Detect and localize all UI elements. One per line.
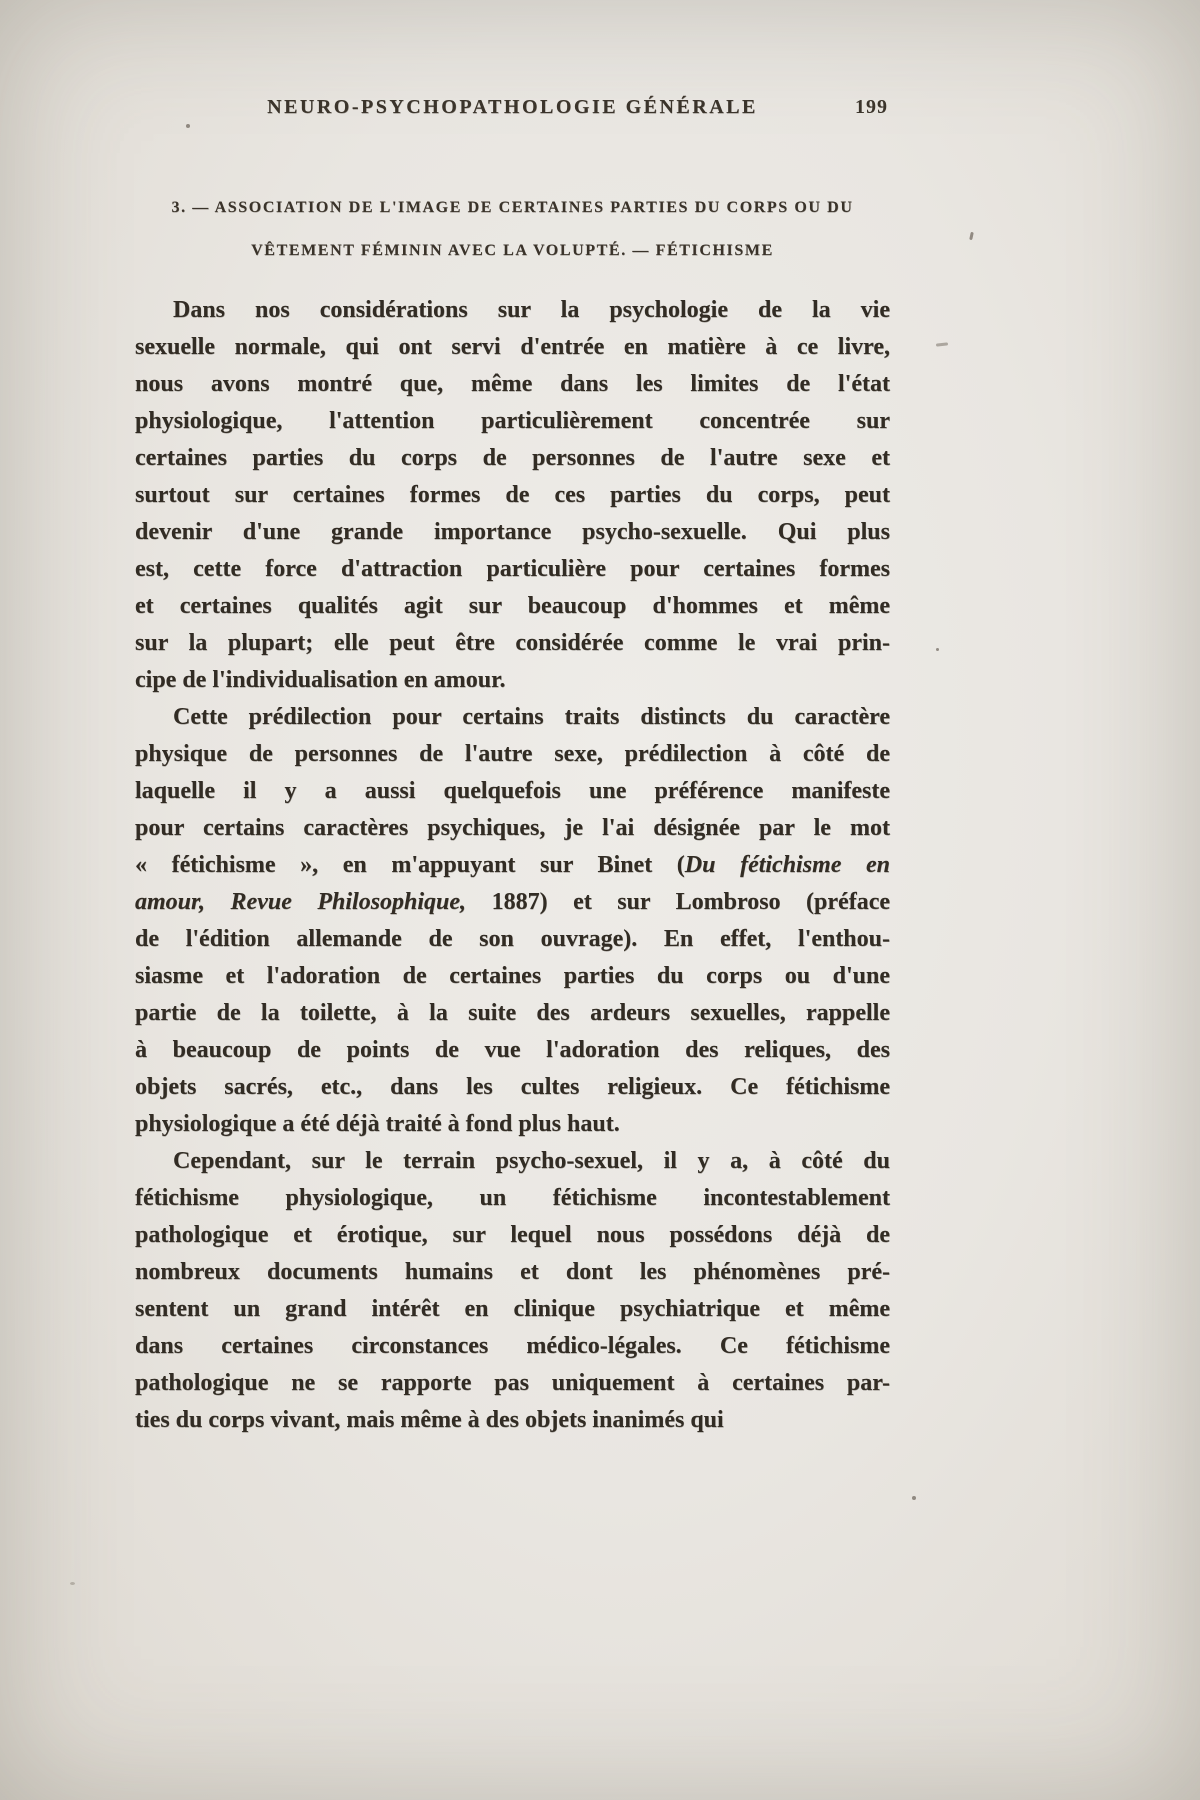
text-segment: Dans nos considérations sur la psychologie de la vie bbox=[173, 297, 890, 323]
text-segment: dans certaines circonstances médico-légales. Ce fétichisme bbox=[135, 1333, 890, 1359]
text-segment: pathologique ne se rapporte pas uniquement à certaines par- bbox=[135, 1370, 890, 1396]
text-line bbox=[135, 662, 890, 699]
text-segment: siasme et l'adoration de certaines parties du corps ou d'une bbox=[135, 963, 890, 989]
text-segment: 1887) et sur Lombroso (préface bbox=[466, 889, 890, 915]
text-segment: pour certains caractères psychiques, je l'ai désignée par le mot bbox=[135, 815, 890, 841]
text-segment: nous avons montré que, même dans les limites de l'état bbox=[135, 371, 890, 397]
section-heading-line-1: 3. — ASSOCIATION DE L'IMAGE DE CERTAINES PARTIES DU CORPS OU DU bbox=[171, 199, 854, 216]
text-segment: et certaines qualités agit sur beaucoup d'hommes et même bbox=[135, 593, 890, 619]
text-line bbox=[135, 292, 890, 329]
text-segment: physiologique a été déjà traité à fond plus haut. bbox=[135, 1111, 620, 1137]
text-line bbox=[135, 625, 890, 662]
text-line bbox=[135, 588, 890, 625]
section-heading-line-2: VÊTEMENT FÉMININ AVEC LA VOLUPTÉ. — FÉTICHISME bbox=[251, 242, 774, 259]
text-segment: laquelle il y a aussi quelquefois une préférence manifeste bbox=[135, 778, 890, 804]
text-segment: objets sacrés, etc., dans les cultes religieux. Ce fétichisme bbox=[135, 1074, 890, 1100]
text-line bbox=[135, 1402, 890, 1439]
scan-speck bbox=[70, 1582, 75, 1585]
text-segment: Cependant, sur le terrain psycho-sexuel, il y a, à côté du bbox=[173, 1148, 890, 1174]
scan-speck bbox=[969, 232, 974, 240]
text-line bbox=[135, 514, 890, 551]
text-line bbox=[135, 1217, 890, 1254]
text-line bbox=[135, 403, 890, 440]
text-line bbox=[135, 551, 890, 588]
text-line bbox=[135, 995, 890, 1032]
text-segment: devenir d'une grande importance psycho-sexuelle. Qui plus bbox=[135, 519, 890, 545]
page-number: 199 bbox=[855, 96, 888, 118]
scan-speck bbox=[936, 648, 939, 651]
text-segment: physique de personnes de l'autre sexe, prédilection à côté de bbox=[135, 741, 890, 767]
italic-text-segment: amour, Revue Philosophique, bbox=[135, 889, 467, 915]
text-line bbox=[135, 366, 890, 403]
text-segment: sur la plupart; elle peut être considérée comme le vrai prin- bbox=[135, 630, 890, 656]
text-line bbox=[135, 440, 890, 477]
section-heading bbox=[135, 186, 890, 272]
text-segment: ties du corps vivant, mais même à des objets inanimés qui bbox=[135, 1407, 724, 1433]
text-line bbox=[135, 1069, 890, 1106]
text-segment: de l'édition allemande de son ouvrage). En effet, l'enthou- bbox=[135, 926, 890, 952]
text-segment: physiologique, l'attention particulièrement concentrée sur bbox=[135, 408, 890, 434]
paragraph bbox=[135, 699, 890, 1143]
text-line bbox=[135, 1106, 890, 1143]
text-segment: sexuelle normale, qui ont servi d'entrée en matière à ce livre, bbox=[135, 334, 890, 360]
text-segment: certaines parties du corps de personnes de l'autre sexe et bbox=[135, 445, 890, 471]
text-line bbox=[135, 1254, 890, 1291]
running-header bbox=[135, 96, 890, 126]
text-line bbox=[135, 1291, 890, 1328]
text-line bbox=[135, 921, 890, 958]
text-line bbox=[135, 699, 890, 736]
text-line bbox=[135, 477, 890, 514]
text-line bbox=[135, 1143, 890, 1180]
text-segment: nombreux documents humains et dont les phénomènes pré- bbox=[135, 1259, 890, 1285]
text-line bbox=[135, 1328, 890, 1365]
text-segment: fétichisme physiologique, un fétichisme incontestablement bbox=[135, 1185, 890, 1211]
text-segment: à beaucoup de points de vue l'adoration des reliques, des bbox=[135, 1037, 890, 1063]
text-line bbox=[135, 1180, 890, 1217]
text-line bbox=[135, 736, 890, 773]
text-line bbox=[135, 847, 890, 884]
text-line bbox=[135, 958, 890, 995]
text-segment: cipe de l'individualisation en amour. bbox=[135, 667, 506, 693]
text-line bbox=[135, 1032, 890, 1069]
text-line bbox=[135, 773, 890, 810]
paragraph bbox=[135, 292, 890, 699]
text-segment: pathologique et érotique, sur lequel nous possédons déjà de bbox=[135, 1222, 890, 1248]
paragraph bbox=[135, 1143, 890, 1439]
text-segment: partie de la toilette, à la suite des ardeurs sexuelles, rappelle bbox=[135, 1000, 890, 1026]
text-segment: Cette prédilection pour certains traits distincts du caractère bbox=[173, 704, 890, 730]
scan-speck bbox=[912, 1496, 916, 1500]
text-line bbox=[135, 1365, 890, 1402]
body-text bbox=[135, 292, 890, 1439]
text-line bbox=[135, 329, 890, 366]
text-segment: est, cette force d'attraction particulière pour certaines formes bbox=[135, 556, 890, 582]
text-line bbox=[135, 884, 890, 921]
text-line bbox=[135, 810, 890, 847]
italic-text-segment: Du fétichisme en bbox=[684, 852, 890, 878]
text-segment: sentent un grand intérêt en clinique psychiatrique et même bbox=[135, 1296, 890, 1322]
text-segment: « fétichisme », en m'appuyant sur Binet ( bbox=[135, 852, 685, 878]
scan-speck bbox=[186, 124, 190, 128]
scan-speck bbox=[936, 342, 948, 346]
text-segment: surtout sur certaines formes de ces parties du corps, peut bbox=[135, 482, 890, 508]
running-header-title: NEURO-PSYCHOPATHOLOGIE GÉNÉRALE bbox=[267, 96, 758, 118]
